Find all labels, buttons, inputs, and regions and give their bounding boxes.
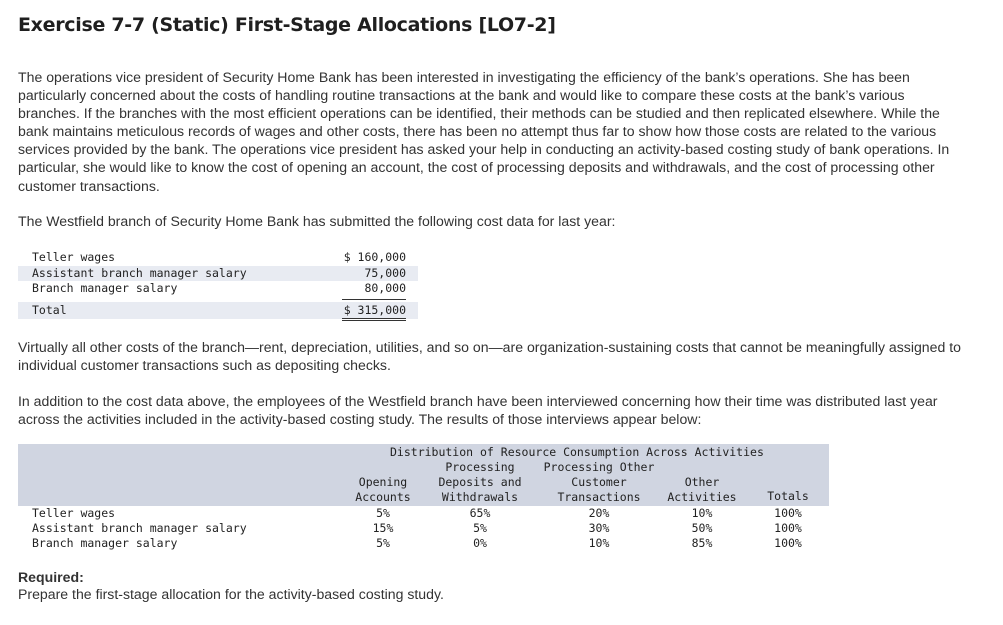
dist-value: 100%: [774, 506, 802, 520]
cost-row-manager-salary: [18, 281, 418, 297]
header-line: Transactions: [557, 489, 641, 504]
dist-value: 100%: [774, 536, 802, 550]
cost-row-amount: 75,000: [364, 265, 406, 280]
subtotal-underline: [342, 299, 406, 300]
dist-value: 5%: [376, 506, 390, 520]
cost-total-amount: $ 315,000: [343, 302, 406, 317]
header-line: Accounts: [355, 489, 411, 504]
dist-value: 30%: [588, 521, 610, 535]
other-costs-paragraph: Virtually all other costs of the branch—rent, depreciation, utilities, and so on—are organization-sustaining costs that cannot be meaningfully assigned to individual customer transactions such as depositing checks.: [18, 339, 961, 374]
header-line: Other: [684, 475, 720, 489]
header-processing-other: [536, 460, 662, 504]
cost-row-teller-wages: [18, 250, 418, 266]
dist-value: 85%: [691, 536, 713, 550]
cost-total-label: Total: [32, 302, 67, 317]
required-heading: Required:: [18, 569, 84, 585]
distribution-table-caption: Distribution of Resource Consumption Across Activities: [390, 445, 764, 459]
dist-value: 10%: [691, 506, 713, 520]
dist-row-label: Branch manager salary: [32, 536, 178, 550]
header-line: Activities: [667, 489, 737, 504]
dist-value: 5%: [376, 536, 390, 550]
header-line: Processing Other: [543, 460, 655, 474]
total-double-underline-bottom: [342, 320, 406, 321]
header-other-activities: [662, 475, 742, 505]
header-line: Withdrawals: [441, 489, 519, 504]
distribution-table: [18, 444, 829, 551]
required-text: Prepare the first-stage allocation for the activity-based costing study.: [18, 586, 444, 602]
dist-value: 0%: [473, 536, 487, 550]
header-line: Totals: [767, 489, 809, 503]
dist-row-label: Assistant branch manager salary: [32, 521, 247, 535]
dist-row-assistant-salary: [18, 521, 829, 536]
cost-data-table: [18, 250, 418, 319]
header-line: Deposits and: [438, 474, 522, 489]
cost-row-label: Assistant branch manager salary: [32, 265, 247, 280]
interview-intro-paragraph: In addition to the cost data above, the employees of the Westfield branch have been interviewed concerning how their time was distributed last year across the activities included in the activity-based costing study. The results of those interviews appear below:: [18, 393, 938, 428]
dist-value: 100%: [774, 521, 802, 535]
intro-paragraph: The operations vice president of Security Home Bank has been interested in investigating the efficiency of the bank’s operations. She has been particularly concerned about the costs of handling routine transactions at the bank and would like to compare these costs at the bank’s various branches. If the branches with the most efficient operations can be identified, their methods can be studied and then replicated elsewhere. While the bank maintains meticulous records of wages and other costs, there has been no attempt thus far to show how those costs are related to the various services provided by the bank. The operations vice president has asked your help in conducting an activity-based costing study of bank operations. In particular, she would like to know the cost of opening an account, the cost of processing deposits and withdrawals, and the cost of processing other customer transactions.: [18, 69, 950, 194]
distribution-table-header: [18, 444, 829, 506]
dist-row-label: Teller wages: [32, 506, 116, 520]
total-double-underline-top: [342, 318, 406, 319]
dist-row-teller-wages: [18, 506, 829, 521]
dist-value: 20%: [588, 506, 610, 520]
dist-value: 10%: [588, 536, 610, 550]
header-line: Opening: [358, 475, 408, 489]
cost-row-label: Teller wages: [32, 250, 116, 264]
dist-row-manager-salary: [18, 536, 829, 551]
cost-row-assistant-salary: [18, 266, 418, 282]
header-processing-deposits: [430, 460, 530, 504]
cost-intro-text: The Westfield branch of Security Home Bank has submitted the following cost data for last year:: [18, 213, 616, 229]
header-line: Customer: [571, 474, 627, 489]
cost-row-total: [18, 302, 418, 319]
dist-value: 5%: [473, 521, 487, 535]
header-totals: [758, 489, 818, 504]
dist-value: 15%: [372, 521, 394, 535]
dist-value: 50%: [691, 521, 713, 535]
cost-row-label: Branch manager salary: [32, 281, 178, 295]
header-line: Processing: [445, 460, 515, 474]
dist-value: 65%: [469, 506, 491, 520]
cost-row-amount: 80,000: [364, 281, 406, 295]
cost-row-amount: $ 160,000: [343, 250, 406, 264]
header-opening-accounts: [346, 475, 420, 505]
exercise-title: Exercise 7-7 (Static) First-Stage Allocations [LO7-2]: [18, 14, 556, 36]
